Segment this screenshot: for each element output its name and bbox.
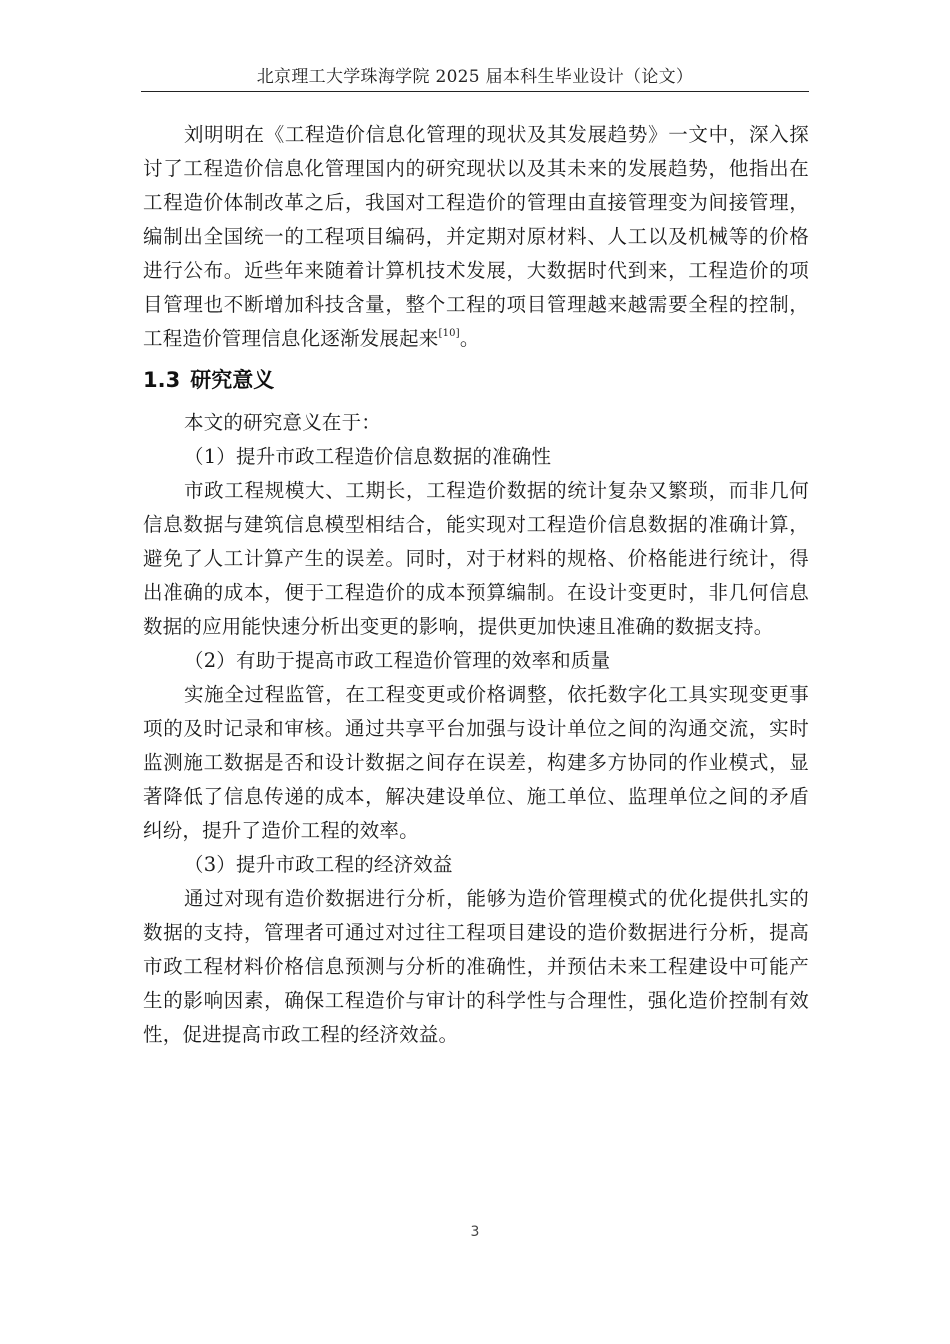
section-title: 研究意义 <box>190 368 275 392</box>
section-lead: 本文的研究意义在于： <box>184 411 382 434</box>
header-rule <box>141 91 809 92</box>
intro-end: 。 <box>459 327 480 350</box>
page-number: 3 <box>470 1224 480 1240</box>
item-body-1: 市政工程规模大、工期长，工程造价数据的统计复杂又繁琐，而非几何信息数据与建筑信息模型相结合，能实现对工程造价信息数据的准确计算，避免了人工计算产生的误差。同时，对于材料的规格、价格能进行统计，得出准确的成本，便于工程造价的成本预算编制。在设计变更时，非几何信息数据的应用能快速分析出变更的影响，提供更加快速且准确的数据支持。 <box>143 479 809 638</box>
intro-paragraph <box>143 118 809 356</box>
section-heading <box>143 362 809 398</box>
page-body <box>143 118 809 1052</box>
item-body-3: 通过对现有造价数据进行分析，能够为造价管理模式的优化提供扎实的数据的支持，管理者可通过对过往工程项目建设的造价数据进行分析，提高市政工程材料价格信息预测与分析的准确性，并预估未来工程建设中可能产生的影响因素，确保工程造价与审计的科学性与合理性，强化造价控制有效性，促进提高市政工程的经济效益。 <box>143 887 809 1046</box>
item-body-2: 实施全过程监管，在工程变更或价格调整，依托数字化工具实现变更事项的及时记录和审核。通过共享平台加强与设计单位之间的沟通交流，实时监测施工数据是否和设计数据之间存在误差，构建多方协同的作业模式，显著降低了信息传递的成本，解决建设单位、施工单位、监理单位之间的矛盾纠纷，提升了造价工程的效率。 <box>143 683 809 842</box>
running-header: 北京理工大学珠海学院 2025 届本科生毕业设计（论文） <box>256 67 694 87</box>
item-heading-3: （3）提升市政工程的经济效益 <box>184 853 453 876</box>
item-heading-1: （1）提升市政工程造价信息数据的准确性 <box>184 445 552 468</box>
item-heading-2: （2）有助于提高市政工程造价管理的效率和质量 <box>184 649 611 672</box>
section-number: 1.3 <box>143 368 181 392</box>
citation-ref[interactable]: [10] <box>438 328 460 339</box>
intro-text: 刘明明在《工程造价信息化管理的现状及其发展趋势》一文中，深入探讨了工程造价信息化管理国内的研究现状以及其未来的发展趋势，他指出在工程造价体制改革之后，我国对工程造价的管理由直接管理变为间接管理，编制出全国统一的工程项目编码，并定期对原材料、人工以及机械等的价格进行公布。近些年来随着计算机技术发展，大数据时代到来，工程造价的项目管理也不断增加科技含量，整个工程的项目管理越来越需要全程的控制，工程造价管理信息化逐渐发展起来 <box>143 123 809 350</box>
